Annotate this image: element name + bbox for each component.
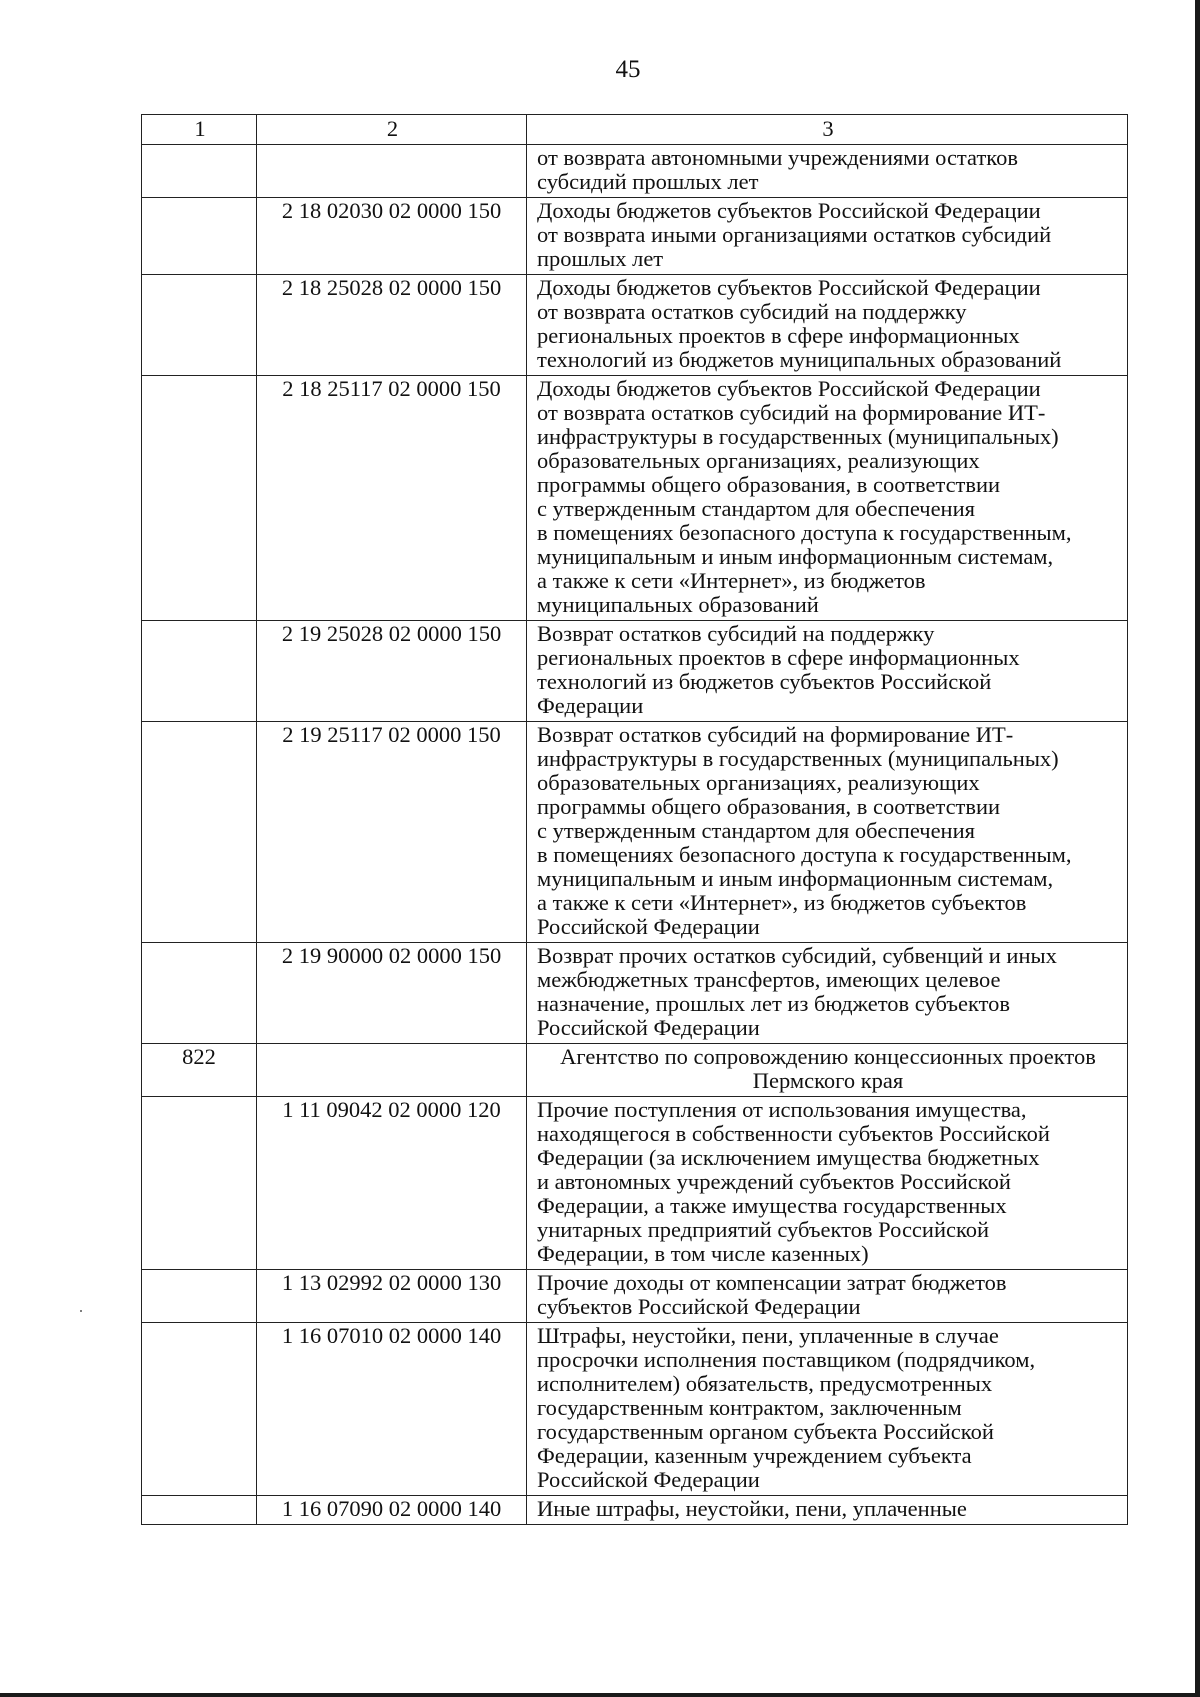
description-line: образовательных организациях, реализующих: [537, 448, 980, 473]
description-cell: [527, 1097, 1128, 1270]
description-line: Доходы бюджетов субъектов Российской Федерации: [537, 275, 1041, 300]
admin-code-cell: [142, 198, 257, 275]
description-line: государственным контрактом, заключенным: [537, 1395, 962, 1420]
revenue-code-cell: [257, 145, 527, 198]
description-line: государственным органом субъекта Российской: [537, 1419, 994, 1444]
column-header-1: 1: [142, 115, 257, 145]
description-line: Возврат остатков субсидий на поддержку: [537, 621, 935, 646]
admin-code-cell: [142, 1323, 257, 1496]
description-line: Российской Федерации: [537, 1015, 760, 1040]
description-line: назначение, прошлых лет из бюджетов субъектов: [537, 991, 1011, 1016]
description-cell: [527, 376, 1128, 621]
description-line: исполнителем) обязательств, предусмотренных: [537, 1371, 993, 1396]
revenue-code-cell: 2 18 25028 02 0000 150: [257, 275, 527, 376]
table-row: [142, 621, 1128, 722]
revenue-code-cell: 2 19 25117 02 0000 150: [257, 722, 527, 943]
column-header-3: 3: [527, 115, 1128, 145]
description-line: унитарных предприятий субъектов Российской: [537, 1217, 990, 1242]
table-row: [142, 1323, 1128, 1496]
revenue-code-cell: 2 19 90000 02 0000 150: [257, 943, 527, 1044]
description-line: Агентство по сопровождению концессионных проектов: [560, 1044, 1096, 1069]
description-cell: [527, 943, 1128, 1044]
description-line: инфраструктуры в государственных (муниципальных): [537, 424, 1059, 449]
description-line: инфраструктуры в государственных (муниципальных): [537, 746, 1059, 771]
description-line: Доходы бюджетов субъектов Российской Федерации: [537, 198, 1041, 223]
description-cell: [527, 145, 1128, 198]
description-line: находящегося в собственности субъектов Российской: [537, 1121, 1050, 1146]
description-line: а также к сети «Интернет», из бюджетов субъектов: [537, 890, 1027, 915]
description-line: Федерации, казенным учреждением субъекта: [537, 1443, 972, 1468]
description-line: региональных проектов в сфере информационных: [537, 645, 1020, 670]
scan-bottom-edge: [0, 1693, 1200, 1697]
description-line: программы общего образования, в соответствии: [537, 472, 1001, 497]
admin-code-cell: [142, 145, 257, 198]
description-line: Возврат остатков субсидий на формирование ИТ-: [537, 722, 1014, 747]
scan-speck: [80, 1310, 82, 1312]
table-row: [142, 198, 1128, 275]
admin-code-cell: [142, 1097, 257, 1270]
admin-code-cell: [142, 621, 257, 722]
revenue-code-cell: 1 16 07010 02 0000 140: [257, 1323, 527, 1496]
revenue-code-cell: 1 11 09042 02 0000 120: [257, 1097, 527, 1270]
description-line: прошлых лет: [537, 246, 664, 271]
description-line: с утвержденным стандартом для обеспечения: [537, 818, 975, 843]
table-row: [142, 1044, 1128, 1097]
description-cell: [527, 1323, 1128, 1496]
description-line: программы общего образования, в соответствии: [537, 794, 1001, 819]
table-row: [142, 275, 1128, 376]
description-line: муниципальным и иным информационным системам,: [537, 866, 1054, 891]
description-cell: [527, 1270, 1128, 1323]
revenue-code-cell: 1 16 07090 02 0000 140: [257, 1496, 527, 1525]
table-row: [142, 722, 1128, 943]
revenue-code-cell: 1 13 02992 02 0000 130: [257, 1270, 527, 1323]
description-line: Прочие поступления от использования имущества,: [537, 1097, 1027, 1122]
description-line: от возврата иными организациями остатков субсидий: [537, 222, 1052, 247]
table-row: [142, 376, 1128, 621]
description-cell: [527, 1044, 1128, 1097]
description-line: от возврата автономными учреждениями остатков: [537, 145, 1018, 170]
description-line: в помещениях безопасного доступа к государственным,: [537, 842, 1072, 867]
admin-code-cell: [142, 722, 257, 943]
description-line: Федерации: [537, 693, 644, 718]
description-line: Доходы бюджетов субъектов Российской Федерации: [537, 376, 1041, 401]
description-line: субсидий прошлых лет: [537, 169, 759, 194]
table-row: [142, 1270, 1128, 1323]
description-line: муниципальным и иным информационным системам,: [537, 544, 1054, 569]
scan-right-edge: [1195, 0, 1200, 1697]
table-row: [142, 1496, 1128, 1525]
admin-code-cell: [142, 376, 257, 621]
description-cell: [527, 621, 1128, 722]
description-line: Российской Федерации: [537, 1467, 760, 1492]
description-line: Возврат прочих остатков субсидий, субвенций и иных: [537, 943, 1057, 968]
description-line: Пермского края: [752, 1068, 904, 1093]
admin-code-cell: [142, 275, 257, 376]
description-line: с утвержденным стандартом для обеспечения: [537, 496, 975, 521]
description-line: Штрафы, неустойки, пени, уплаченные в случае: [537, 1323, 999, 1348]
description-line: Федерации (за исключением имущества бюджетных: [537, 1145, 1040, 1170]
admin-code-cell: [142, 943, 257, 1044]
description-line: межбюджетных трансфертов, имеющих целевое: [537, 967, 1001, 992]
description-cell: [527, 275, 1128, 376]
description-line: Федерации, в том числе казенных): [537, 1241, 869, 1266]
description-line: технологий из бюджетов муниципальных образований: [537, 347, 1062, 372]
description-line: Прочие доходы от компенсации затрат бюджетов: [537, 1270, 1007, 1295]
table-header-row: [142, 115, 1128, 145]
table-row: [142, 145, 1128, 198]
revenue-code-cell: [257, 1044, 527, 1097]
page-number: 45: [615, 56, 641, 83]
description-line: муниципальных образований: [537, 592, 819, 617]
description-line: Российской Федерации: [537, 914, 760, 939]
admin-code-cell: [142, 1496, 257, 1525]
description-cell: [527, 722, 1128, 943]
revenue-code-cell: 2 19 25028 02 0000 150: [257, 621, 527, 722]
table-body: [142, 115, 1128, 1525]
admin-code-cell: 822: [142, 1044, 257, 1097]
description-line: а также к сети «Интернет», из бюджетов: [537, 568, 926, 593]
column-header-2: 2: [257, 115, 527, 145]
description-line: просрочки исполнения поставщиком (подрядчиком,: [537, 1347, 1036, 1372]
description-line: технологий из бюджетов субъектов Российской: [537, 669, 992, 694]
description-cell: [527, 1496, 1128, 1525]
description-line: образовательных организациях, реализующих: [537, 770, 980, 795]
description-line: субъектов Российской Федерации: [537, 1294, 861, 1319]
description-line: в помещениях безопасного доступа к государственным,: [537, 520, 1072, 545]
description-line: и автономных учреждений субъектов Российской: [537, 1169, 1011, 1194]
admin-code-cell: [142, 1270, 257, 1323]
revenue-code-cell: 2 18 02030 02 0000 150: [257, 198, 527, 275]
description-cell: [527, 198, 1128, 275]
revenue-code-cell: 2 18 25117 02 0000 150: [257, 376, 527, 621]
description-line: от возврата остатков субсидий на поддержку: [537, 299, 967, 324]
description-line: Иные штрафы, неустойки, пени, уплаченные: [537, 1496, 967, 1521]
description-line: Федерации, а также имущества государственных: [537, 1193, 1007, 1218]
description-line: от возврата остатков субсидий на формирование ИТ-: [537, 400, 1046, 425]
table-row: [142, 1097, 1128, 1270]
table-row: [142, 943, 1128, 1044]
description-line: региональных проектов в сфере информационных: [537, 323, 1020, 348]
revenue-codes-table: [141, 114, 1128, 1525]
